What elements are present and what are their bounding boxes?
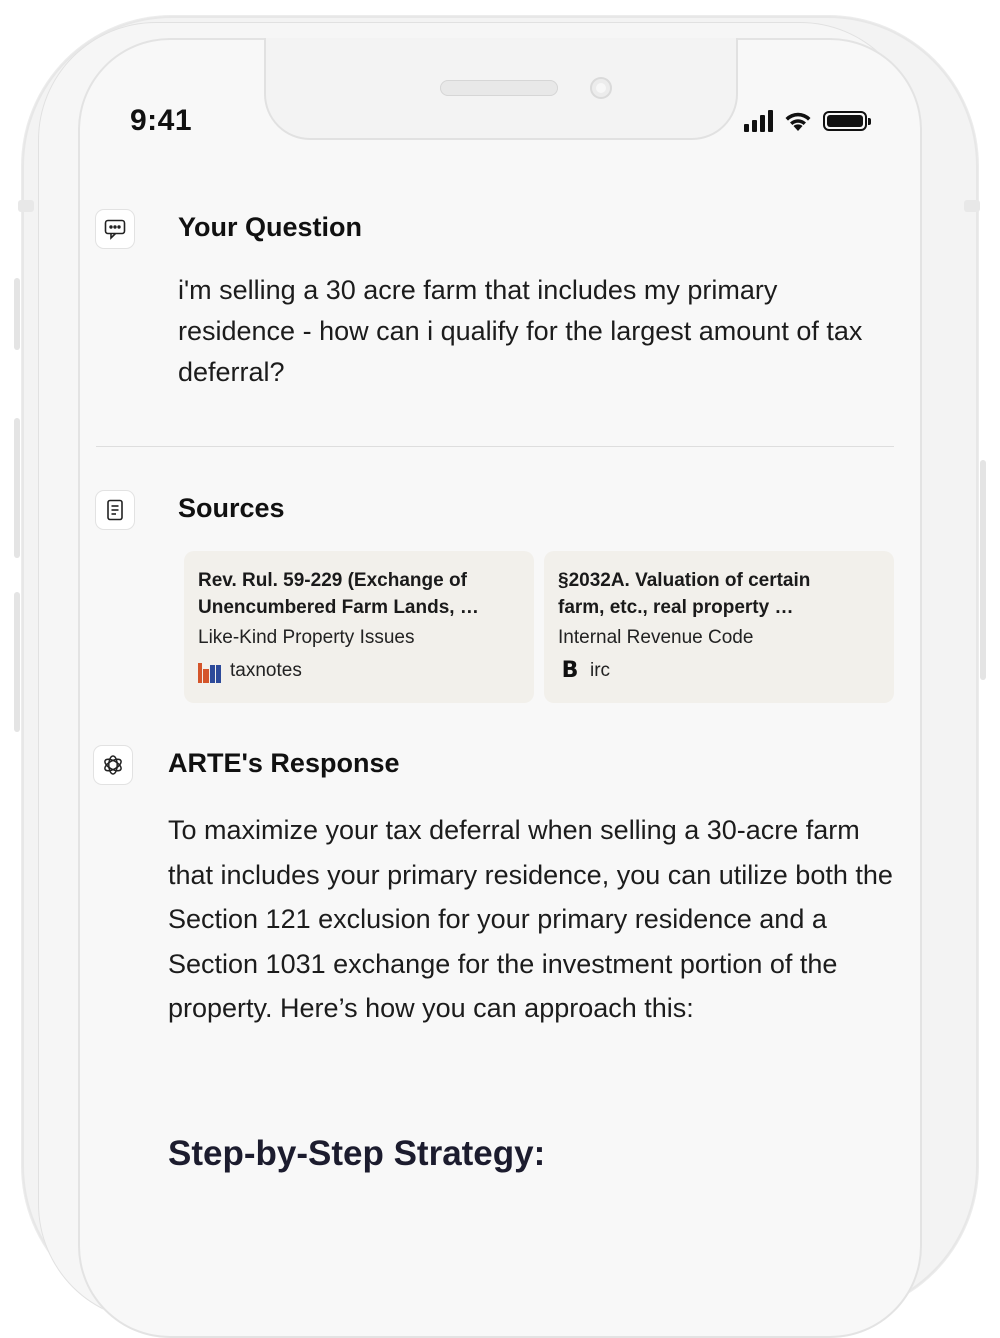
source-card-title-line: farm, etc., real property … [558,597,794,618]
battery-icon [823,111,867,131]
strategy-heading: Step-by-Step Strategy: [168,1134,546,1173]
taxnotes-logo-icon [198,659,222,683]
divider [96,446,894,447]
chat-bubble-icon [96,210,134,248]
response-heading: ARTE's Response [168,748,400,778]
source-card-title-line: §2032A. Valuation of certain [558,570,811,591]
antenna-band-left [18,200,34,212]
status-time: 9:41 [130,104,193,137]
source-name: taxnotes [230,660,302,681]
source-card-origin [198,659,520,683]
source-card-title-line: Rev. Rul. 59-229 (Exchange of [198,570,467,591]
wifi-icon [783,110,813,132]
document-icon [96,491,134,529]
question-text: i'm selling a 30 acre farm that includes my primary residence - how can i qualify for the largest amount of tax deferral? [178,275,863,387]
source-name: irc [590,660,611,681]
mute-switch [14,278,20,350]
cellular-signal-icon [744,110,773,132]
phone-screen [78,38,922,1338]
front-camera [590,77,612,99]
question-heading: Your Question [178,212,363,242]
source-card-subtitle: Internal Revenue Code [558,627,754,648]
response-text: To maximize your tax deferral when selling a 30-acre farm that includes your primary residence, you can utilize both the Section 121 exclusion for your primary residence and a Section 1031 exchange for the investment portion of the property. Here’s how you can approach this: [168,815,893,1024]
irc-logo-icon: B [561,658,579,683]
source-card[interactable] [184,551,534,703]
source-card-title [198,567,520,621]
source-card-origin [558,659,880,683]
source-card-title [558,567,880,621]
openai-logo-icon [94,746,132,784]
status-icons [744,110,867,132]
volume-up-button [14,418,20,558]
source-card-title-line: Unencumbered Farm Lands, … [198,597,479,618]
antenna-band-right [964,200,980,212]
power-button [980,460,986,680]
source-card[interactable] [544,551,894,703]
source-card-subtitle: Like-Kind Property Issues [198,627,415,648]
sources-heading: Sources [178,493,285,523]
volume-down-button [14,592,20,732]
earpiece-speaker [440,80,558,96]
